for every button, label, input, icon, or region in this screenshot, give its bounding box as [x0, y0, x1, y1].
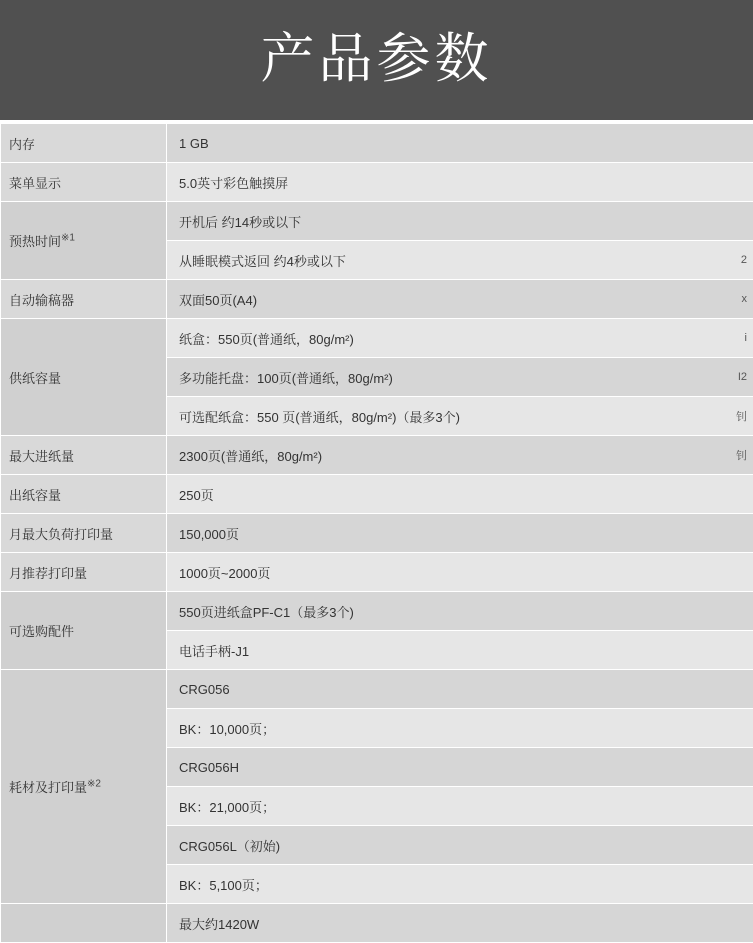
table-row: [1, 124, 753, 163]
table-row: [1, 904, 753, 943]
footnote-mark: ※1: [61, 232, 75, 244]
row-value: 电话手柄-J1: [167, 631, 753, 670]
spec-table: [0, 123, 753, 943]
table-row: [1, 319, 753, 358]
row-value: 可选配纸盒：550 页(普通纸，80g/m²)（最多3个) 钊: [167, 397, 753, 436]
row-value: 纸盒：550页(普通纸，80g/m²) i: [167, 319, 753, 358]
row-label: 自动输稿器: [1, 280, 167, 319]
row-value: BK：10,000页；: [167, 709, 753, 748]
row-value: 1 GB: [167, 124, 753, 163]
row-label-warmup: 预热时间$^{※1}$: [1, 202, 167, 280]
table-row: [1, 475, 753, 514]
row-value: CRG056: [167, 670, 753, 709]
table-row: [1, 202, 753, 241]
row-label: 内存: [1, 124, 167, 163]
table-row: [1, 553, 753, 592]
table-row: [1, 670, 753, 709]
row-label: 月推荐打印量: [1, 553, 167, 592]
row-label: 供纸容量: [1, 319, 167, 436]
row-label: 月最大负荷打印量: [1, 514, 167, 553]
row-value: 5.0英寸彩色触摸屏: [167, 163, 753, 202]
row-value: CRG056L（初始): [167, 826, 753, 865]
row-value: BK：21,000页；: [167, 787, 753, 826]
clipped-glyph: x: [741, 293, 747, 305]
row-label-supplies: 耗材及打印量$^{※2}$: [1, 670, 167, 904]
clipped-glyph: 钊: [736, 450, 747, 462]
row-value: 开机后 约14秒或以下: [167, 202, 753, 241]
title-banner: [0, 0, 753, 120]
row-value: 150,000页: [167, 514, 753, 553]
clipped-glyph: I2: [737, 371, 747, 383]
row-label: 出纸容量: [1, 475, 167, 514]
clipped-glyph: 2: [740, 254, 747, 266]
row-value: 250页: [167, 475, 753, 514]
row-value: 多功能托盘：100页(普通纸，80g/m²) I2: [167, 358, 753, 397]
table-row: [1, 280, 753, 319]
row-label: [1, 904, 167, 943]
row-value: 550页进纸盒PF-C1（最多3个): [167, 592, 753, 631]
table-row: [1, 592, 753, 631]
row-value: 2300页(普通纸，80g/m²) 钊: [167, 436, 753, 475]
row-label: 菜单显示: [1, 163, 167, 202]
clipped-glyph: 钊: [736, 411, 747, 423]
table-row: [1, 514, 753, 553]
row-value: 从睡眠模式返回 约4秒或以下 2: [167, 241, 753, 280]
table-row: [1, 163, 753, 202]
row-value: BK：5,100页；: [167, 865, 753, 904]
page-title: 产品参数: [260, 26, 493, 90]
row-value: 双面50页(A4) x: [167, 280, 753, 319]
row-value: CRG056H: [167, 748, 753, 787]
row-value: 1000页~2000页: [167, 553, 753, 592]
row-label: 可选购配件: [1, 592, 167, 670]
clipped-glyph: i: [744, 332, 747, 344]
table-row: [1, 436, 753, 475]
row-label: 最大进纸量: [1, 436, 167, 475]
row-value: 最大约1420W: [167, 904, 753, 943]
footnote-mark: ※2: [87, 778, 101, 790]
